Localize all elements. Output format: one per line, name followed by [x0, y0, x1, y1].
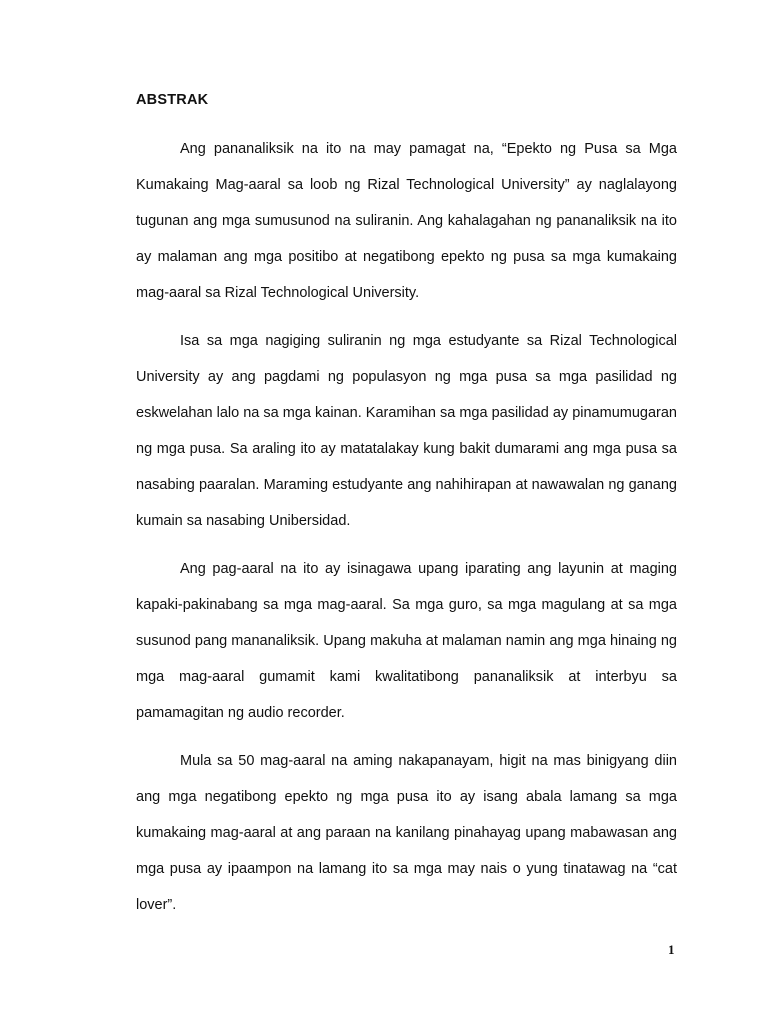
paragraph-2: Isa sa mga nagiging suliranin ng mga estudyante sa Rizal Technological University ay ang pagdami ng populasyon ng mga pusa sa mga pasilidad ng eskwelahan lalo na sa mga kainan. Karamihan sa mga pasilidad ay pinamumugaran ng mga pusa. Sa araling ito ay matatalakay kung bakit dumarami ang mga pusa sa nasabing paaralan. Maraming estudyante ang nahihirapan at nawawalan ng ganang kumain sa nasabing Unibersidad. [136, 333, 677, 529]
page-number: 1 [668, 942, 675, 957]
abstract-body [136, 131, 677, 935]
paragraph-1: Ang pananaliksik na ito na may pamagat na, “Epekto ng Pusa sa Mga Kumakaing Mag-aaral sa loob ng Rizal Technological University” ay naglalayong tugunan ang mga sumusunod na suliranin. Ang kahalagahan ng pananaliksik na ito ay malaman ang mga positibo at negatibong epekto ng pusa sa mga kumakaing mag-aaral sa Rizal Technological University. [136, 141, 677, 301]
abstract-heading: ABSTRAK [136, 92, 209, 108]
paragraph-4: Mula sa 50 mag-aaral na aming nakapanayam, higit na mas binigyang diin ang mga negatibong epekto ng mga pusa ito ay isang abala lamang sa mga kumakaing mag-aaral at ang paraan na kanilang pinahayag upang mabawasan ang mga pusa ay ipaampon na lamang ito sa mga may nais o yung tinatawag na “cat lover”. [136, 753, 677, 913]
paragraph-3: Ang pag-aaral na ito ay isinagawa upang iparating ang layunin at maging kapaki-pakinabang sa mga mag-aaral. Sa mga guro, sa mga magulang at sa mga susunod pang mananaliksik. Upang makuha at malaman namin ang mga hinaing ng mga mag-aaral gumamit kami kwalitatibong pananaliksik at interbyu sa pamamagitan ng audio recorder. [136, 561, 677, 721]
